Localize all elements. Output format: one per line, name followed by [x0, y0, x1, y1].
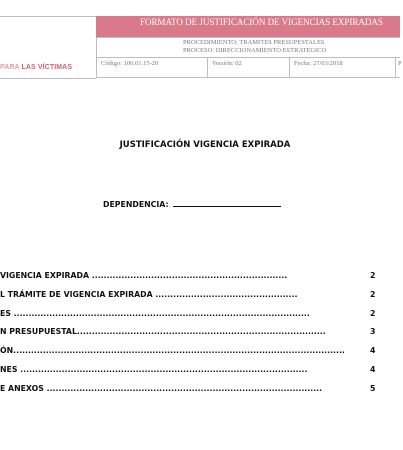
- toc-entry-page: 4: [370, 346, 376, 356]
- table-of-contents: [0, 271, 400, 403]
- toc-entry-page: 2: [370, 308, 376, 318]
- logo-main: LAS VÍCTIMAS: [21, 64, 73, 71]
- page-cell: P: [395, 58, 403, 77]
- logo: [0, 64, 72, 71]
- toc-entry-page: 2: [370, 271, 376, 280]
- toc-entry-text: ÓN................................................................................................................: [0, 346, 345, 356]
- toc-entry[interactable]: [0, 290, 400, 309]
- logo-prefix: PARA: [0, 64, 22, 71]
- toc-entry[interactable]: [0, 346, 400, 365]
- toc-entry[interactable]: [0, 271, 400, 290]
- toc-entry[interactable]: [0, 327, 400, 346]
- document-title: JUSTIFICACIÓN VIGENCIA EXPIRADA: [119, 140, 291, 150]
- dependencia-blank-line: [173, 198, 281, 207]
- process-info: [96, 37, 400, 57]
- toc-entry-text: NES .................................................................................................: [0, 364, 308, 374]
- version-cell: Versión: 02: [207, 58, 289, 77]
- toc-entry-page: 2: [370, 289, 376, 299]
- header-grid: [96, 16, 400, 78]
- toc-entry-text: L TRÁMITE DE VIGENCIA EXPIRADA ................................................: [0, 289, 298, 299]
- dependencia-label: DEPENDENCIA:: [103, 200, 169, 209]
- meta-row: [96, 57, 400, 78]
- codigo-cell: Código: 100.01.15-20: [101, 60, 159, 67]
- proceso-text: PROCESO: DIRECCIONAMIENTO ESTRATEGICO: [183, 47, 327, 54]
- procedimiento-text: PROCEDIMIENTO: TRAMITES PRESUPESTALES: [183, 39, 325, 46]
- toc-entry[interactable]: [0, 384, 400, 403]
- toc-entry-text: ES ....................................................................................................: [0, 308, 310, 318]
- document-header: [0, 16, 400, 78]
- logo-cell: [0, 16, 96, 79]
- toc-entry-text: N PRESUPUESTAL....................................................................................: [0, 327, 326, 337]
- toc-entry[interactable]: [0, 365, 400, 384]
- dependencia-field: [103, 198, 281, 209]
- toc-entry-text: E ANEXOS .............................................................................................: [0, 383, 323, 393]
- format-title: FORMATO DE JUSTIFICACIÓN DE VIGENCIAS EXPIRADAS: [96, 16, 400, 37]
- toc-entry-page: 4: [370, 364, 376, 374]
- toc-entry[interactable]: [0, 309, 400, 328]
- toc-entry-page: 3: [370, 327, 376, 337]
- toc-entry-text: VIGENCIA EXPIRADA ..................................................................: [0, 271, 288, 280]
- toc-entry-page: 5: [370, 383, 376, 393]
- fecha-cell: Fecha: 27/03/2018: [289, 58, 395, 77]
